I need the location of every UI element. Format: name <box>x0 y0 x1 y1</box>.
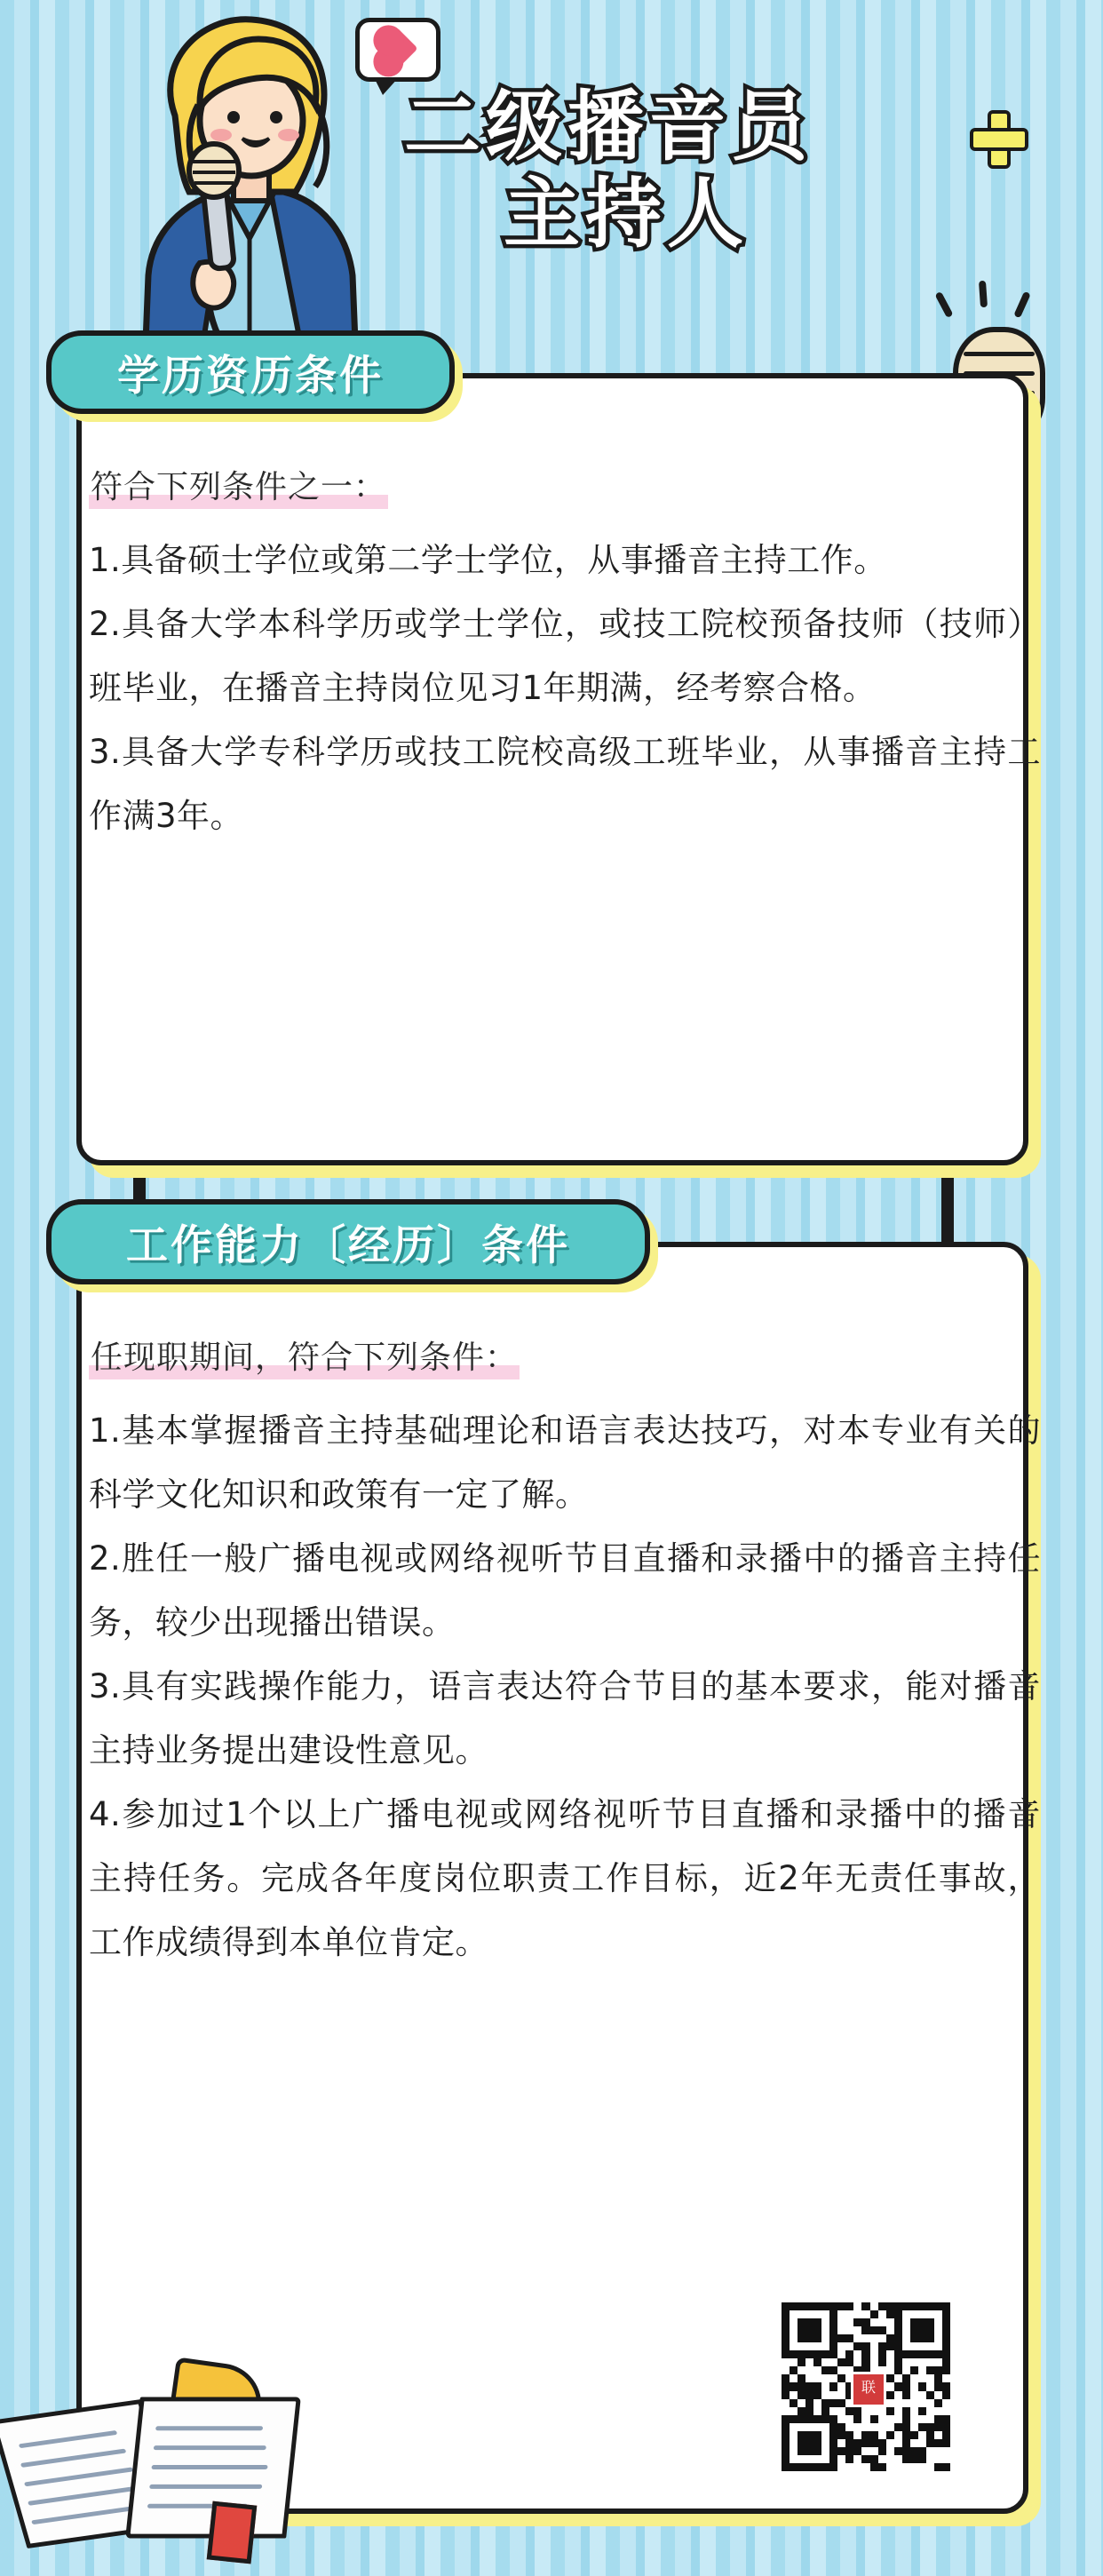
work-ability-card-body <box>34 1332 1067 1975</box>
work-ability-section-badge <box>46 1199 650 1284</box>
education-section-badge <box>46 330 455 414</box>
education-badge-label: 学历资历条件 <box>117 351 384 401</box>
work-ability-item-3: 3.具有实践操作能力，语言表达符合节目的基本要求，能对播音主持业务提出建设性意见。 <box>89 1667 1041 1769</box>
education-lead-text: 符合下列条件之一： <box>89 462 388 509</box>
education-item-3: 3.具备大学专科学历或技工院校高级工班毕业，从事播音主持工作满3年。 <box>89 733 1041 835</box>
announcer-illustration <box>93 9 386 364</box>
education-item-1: 1.具备硕士学位或第二学士学位，从事播音主持工作。 <box>89 541 887 579</box>
poster-title <box>404 84 1008 258</box>
work-ability-item-1: 1.基本掌握播音主持基础理论和语言表达技巧，对本专业有关的科学文化知识和政策有一定了解。 <box>89 1411 1041 1514</box>
speech-bubble <box>355 18 440 82</box>
sparkle-icon <box>975 115 1023 163</box>
work-ability-item-4: 4.参加过1个以上广播电视或网络视听节目直播和录播中的播音主持任务。完成各年度岗位职责工作目标，近2年无责任事故，工作成绩得到本单位肯定。 <box>89 1795 1041 1961</box>
title-line-1: 二级播音员 <box>404 83 813 171</box>
education-card-body <box>34 462 1067 848</box>
title-line-2: 主持人 <box>504 170 749 258</box>
book-red-marker <box>207 2501 258 2564</box>
qr-code-icon[interactable] <box>782 2302 950 2471</box>
work-ability-lead-text: 任现职期间，符合下列条件： <box>89 1332 520 1379</box>
qr-center-logo: 联 <box>851 2372 886 2407</box>
work-ability-item-2: 2.胜任一般广播电视或网络视听节目直播和录播中的播音主持任务，较少出现播出错误。 <box>89 1539 1041 1642</box>
education-item-2: 2.具备大学本科学历或学士学位，或技工院校预备技师（技师）班毕业，在播音主持岗位见习1年期满，经考察合格。 <box>89 605 1041 707</box>
work-ability-badge-label: 工作能力〔经历〕条件 <box>126 1220 570 1270</box>
book-icon <box>0 2354 293 2576</box>
heart-icon <box>377 29 417 69</box>
